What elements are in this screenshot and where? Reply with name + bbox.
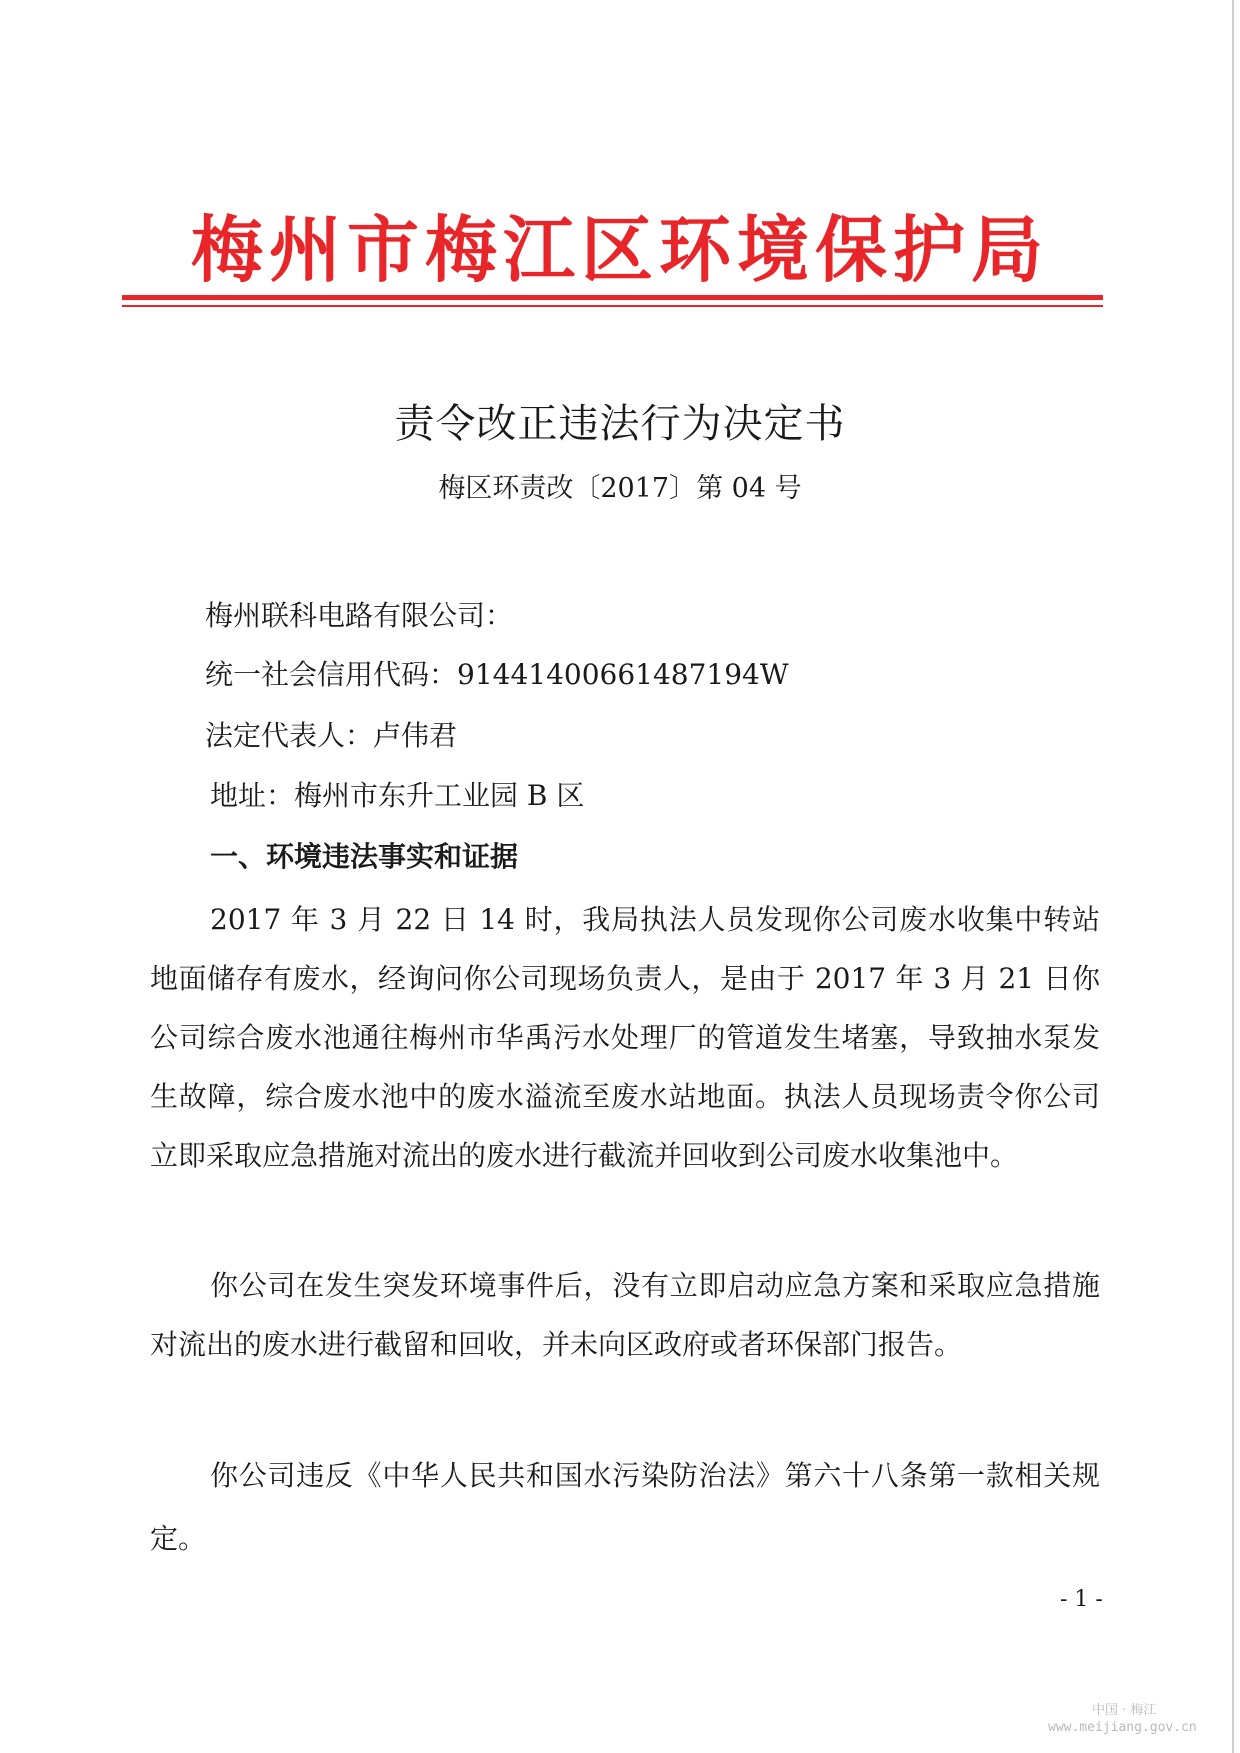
paragraph-failure: 你公司在发生突发环境事件后，没有立即启动应急方案和采取应急措施对流出的废水进行截留和回收，并未向区政府或者环保部门报告。 [150, 1269, 1100, 1361]
watermark-url: www.meijiang.gov.cn [1048, 1720, 1197, 1735]
document-number: 梅区环责改〔2017〕第 04 号 [438, 473, 802, 504]
section-heading: 一、环境违法事实和证据 [210, 840, 519, 873]
paragraph-violation: 你公司违反《中华人民共和国水污染防治法》第六十八条第一款相关规定。 [150, 1459, 1100, 1555]
document-title: 责令改正违法行为决定书 [394, 401, 846, 447]
agency-header: 梅州市梅江区环境保护局 [190, 208, 1049, 292]
recipient-company: 梅州联科电路有限公司： [205, 599, 514, 632]
header-rule-thick [122, 295, 1103, 300]
header-rule-thin [122, 305, 1103, 307]
recipient-address: 地址：梅州市东升工业园 B 区 [210, 779, 585, 812]
recipient-credit-code: 统一社会信用代码：91441400661487194W [205, 658, 789, 691]
recipient-legal-rep: 法定代表人：卢伟君 [205, 719, 458, 752]
page-number: - 1 - [1060, 1587, 1103, 1612]
watermark-site: 中国 · 梅江 [1092, 1703, 1157, 1718]
paragraph-facts: 2017 年 3 月 22 日 14 时，我局执法人员发现你公司废水收集中转站地面储存有废水，经询问你公司现场负责人，是由于 2017 年 3 月 21 日你公司综合废水池通往梅州市华禹污水处理厂的管道发生堵塞，导致抽水泵发生故障，综合废水池中的废水溢流至废水站地面。执法人员现场责令你公司立即采取应急措施对流出的废水进行截流并回收到公司废水收集池中。 [150, 903, 1100, 1172]
